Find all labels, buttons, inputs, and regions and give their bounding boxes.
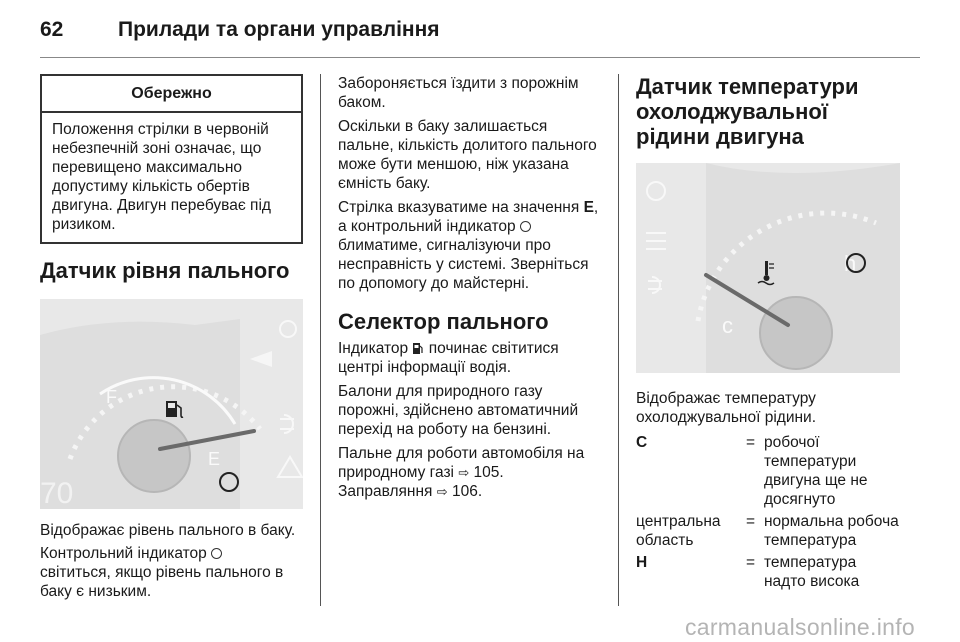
- caution-text: Положення стрілки в червоній небезпечній зоні означає, що перевищено максимально допустиму кількість обертів двигуна. Двигун перебуває під ризиком.: [52, 121, 271, 233]
- indicator-ring-icon: [520, 221, 531, 232]
- temp-c-label: c: [722, 313, 733, 338]
- paragraph-fuel-remaining: Оскільки в баку залишається пальне, кількість долитого пального може бути меншою, ніж указана ємність баку.: [338, 118, 597, 192]
- temp-h-label: h: [844, 251, 857, 276]
- page-ref-arrow-icon: ⇨: [436, 484, 448, 499]
- column-3: [636, 74, 900, 594]
- table-row: C = робочої температури двигуна ще не досягнуто: [636, 434, 868, 508]
- paragraph-cng-ref: Пальне для роботи автомобіля на природному газі ⇨ 105. Заправляння ⇨ 106.: [338, 445, 585, 500]
- fuel-gauge-illustration: [40, 299, 303, 509]
- fuel-f-label: F: [106, 387, 117, 407]
- fuel-indicator-text: Контрольний індикатор світиться, якщо рівень пального в баку є низьким.: [40, 545, 284, 600]
- fuel-e-label: E: [208, 449, 221, 469]
- column-divider: [320, 74, 321, 606]
- coolant-gauge-illustration: [636, 163, 900, 373]
- indicator-ring-icon: [211, 548, 222, 559]
- caution-box: [40, 74, 303, 244]
- table-row: центральна область = нормальна робоча температура: [636, 513, 899, 549]
- page-header: [40, 18, 440, 42]
- paragraph-cng-indicator: Індикатор починає світитися центрі інформації водія.: [338, 340, 559, 376]
- caution-title: Обережно: [42, 76, 301, 113]
- column-2: [338, 74, 601, 501]
- cng-indicator-icon: [412, 341, 424, 355]
- fuel-gauge-heading: Датчик рівня пального: [40, 258, 290, 283]
- paragraph-gas-empty: Балони для природного газу порожні, здійснено автоматичний перехід на роботу на бензині.: [338, 383, 579, 438]
- column-1: [40, 74, 303, 601]
- column-divider: [618, 74, 619, 606]
- page-ref-link[interactable]: 105.: [473, 464, 504, 481]
- page-ref-arrow-icon: ⇨: [458, 465, 470, 480]
- temp-legend-table: [636, 433, 900, 591]
- page-ref-link[interactable]: 106.: [451, 483, 483, 500]
- fuel-70-label: 70: [40, 477, 74, 509]
- fuel-selector-heading: Селектор пального: [338, 309, 549, 334]
- paragraph-no-empty-tank: Забороняється їздити з порожнім баком.: [338, 75, 579, 111]
- header-divider: [40, 57, 920, 58]
- coolant-caption: Відображає температуру охолоджувальної рідини.: [636, 390, 817, 426]
- coolant-temp-heading: Датчик температури охолоджувальної рідини двигуна: [636, 74, 859, 149]
- page-number: 62: [40, 18, 64, 41]
- watermark: carmanualsonline.info: [684, 614, 915, 640]
- paragraph-needle-e: Стрілка вказуватиме на значення E, а контрольний індикатор блиматиме, сигналізуючи про несправність у системі. Зверніться по допомогу до майстерні.: [338, 199, 599, 292]
- page-title: Прилади та органи управління: [118, 18, 440, 41]
- table-row: H = температура надто висока: [636, 554, 860, 590]
- fuel-caption: Відображає рівень пального в баку.: [40, 522, 296, 539]
